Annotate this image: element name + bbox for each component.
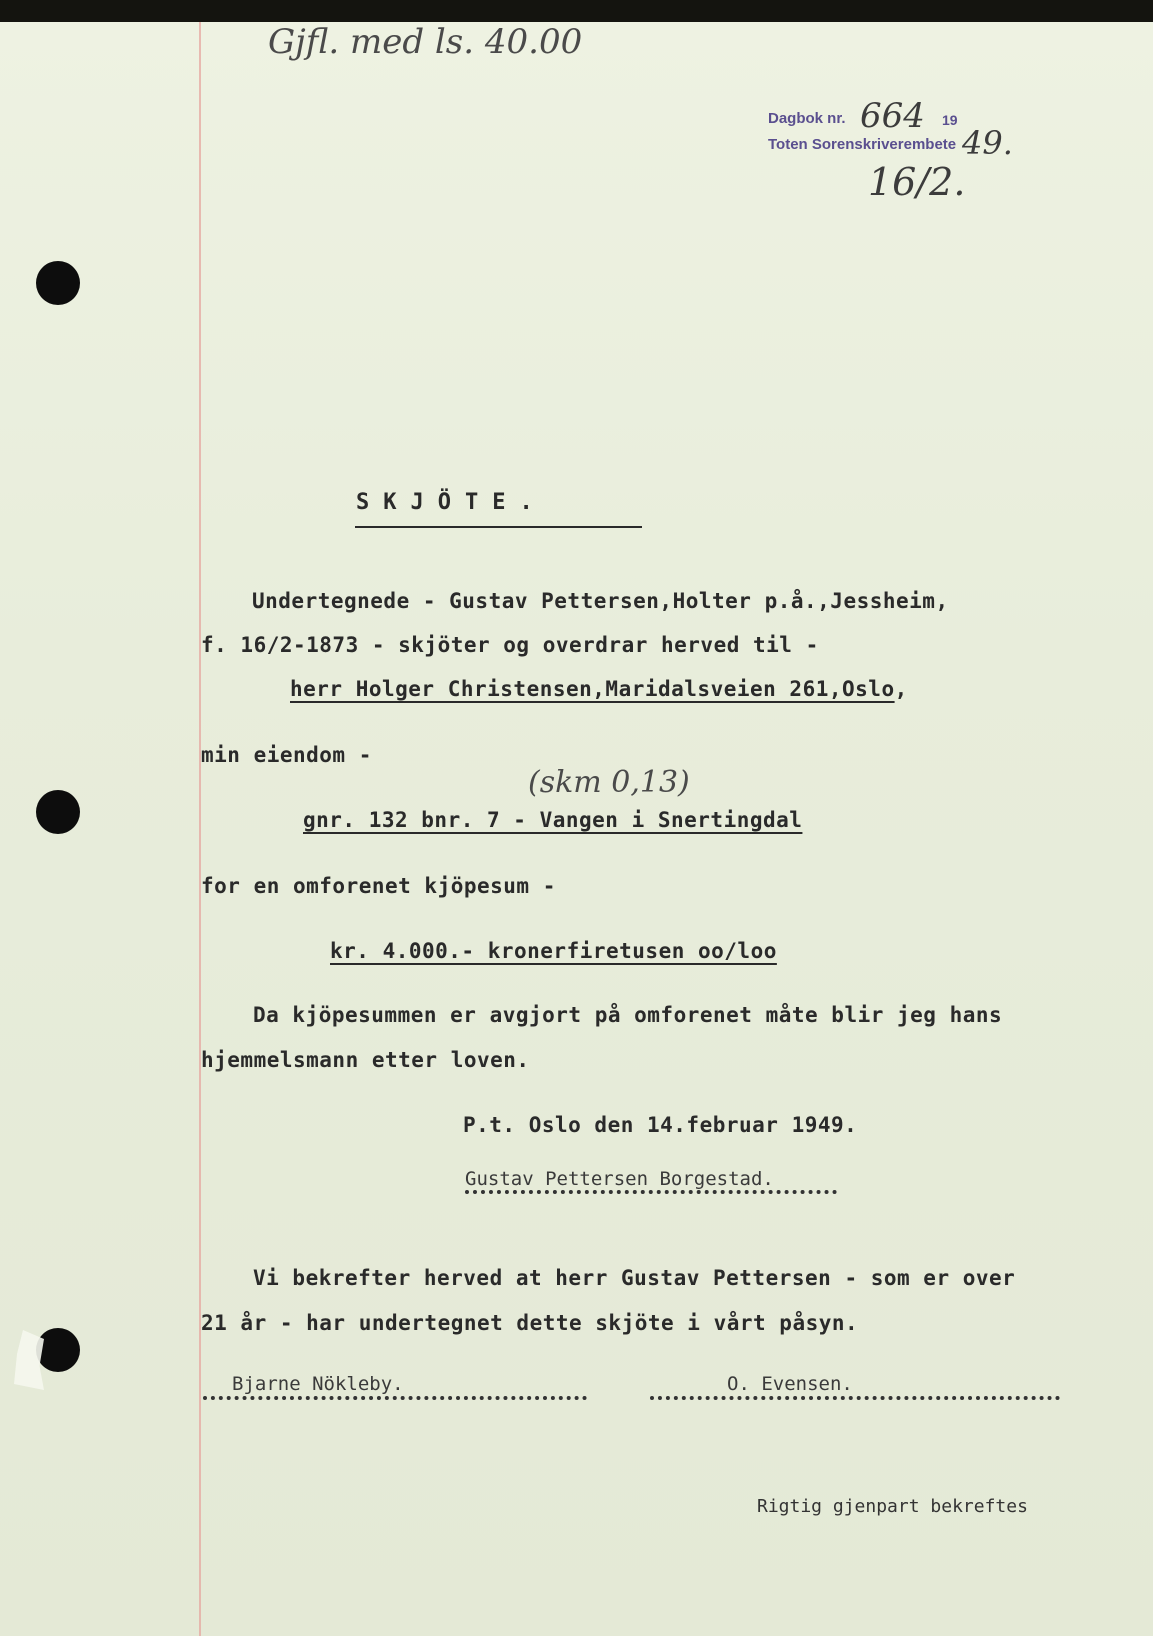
punch-hole xyxy=(36,261,80,305)
signature-dotted-line xyxy=(465,1190,837,1194)
buyer-suffix: , xyxy=(894,677,908,701)
witness-2-signature: O. Evensen. xyxy=(727,1373,853,1395)
punch-hole xyxy=(36,790,80,834)
handwritten-entry-number: 664 xyxy=(860,96,925,136)
document-title: SKJÖTE. xyxy=(356,490,547,515)
certification-note: Rigtig gjenpart bekreftes xyxy=(757,1496,1028,1517)
place-and-date: P.t. Oslo den 14.februar 1949. xyxy=(463,1113,858,1137)
title-underline xyxy=(355,526,642,528)
handwritten-date: 16/2. xyxy=(868,160,966,204)
scan-edge xyxy=(0,0,1153,22)
handwritten-year: 49. xyxy=(962,124,1013,162)
property-designation: gnr. 132 bnr. 7 - Vangen i Snertingdal xyxy=(303,808,803,832)
purchase-price: kr. 4.000.- kronerfiretusen oo/loo xyxy=(330,939,777,963)
witness-statement-line-1: Vi bekrefter herved at herr Gustav Pettersen - som er over xyxy=(253,1266,1016,1290)
margin-rule xyxy=(199,22,201,1636)
stamp-dagbok-label: Dagbok nr. xyxy=(768,110,846,127)
seller-signature: Gustav Pettersen Borgestad. xyxy=(465,1168,774,1190)
handwritten-skm: (skm 0,13) xyxy=(528,765,690,800)
witness-1-signature: Bjarne Nökleby. xyxy=(232,1373,404,1395)
handwritten-fee-note: Gjfl. med ls. 40.00 xyxy=(268,22,583,62)
body-line-settlement: Da kjöpesummen er avgjort på omforenet måte blir jeg hans xyxy=(253,1003,1003,1027)
witness-statement-line-2: 21 år - har undertegnet dette skjöte i vårt påsyn. xyxy=(201,1311,859,1335)
witness-2-dotted-line xyxy=(650,1396,1060,1400)
punch-hole xyxy=(36,1328,80,1372)
witness-1-dotted-line xyxy=(203,1396,587,1400)
buyer-line xyxy=(290,677,908,701)
buyer-name: herr Holger Christensen,Maridalsveien 261,Oslo xyxy=(290,677,895,701)
stamp-office: Toten Sorenskriverembete xyxy=(768,136,957,153)
body-line-price-intro: for en omforenet kjöpesum - xyxy=(201,874,556,898)
paper-tear xyxy=(14,1330,44,1390)
body-line-warranty: hjemmelsmann etter loven. xyxy=(201,1048,530,1072)
body-line-property-intro: min eiendom - xyxy=(201,743,372,767)
body-line-seller: Undertegnede - Gustav Pettersen,Holter p.å.,Jessheim, xyxy=(252,589,949,613)
stamp-year-prefix: 19 xyxy=(942,112,958,128)
body-line-birth: f. 16/2-1873 - skjöter og overdrar herved til - xyxy=(201,633,819,657)
